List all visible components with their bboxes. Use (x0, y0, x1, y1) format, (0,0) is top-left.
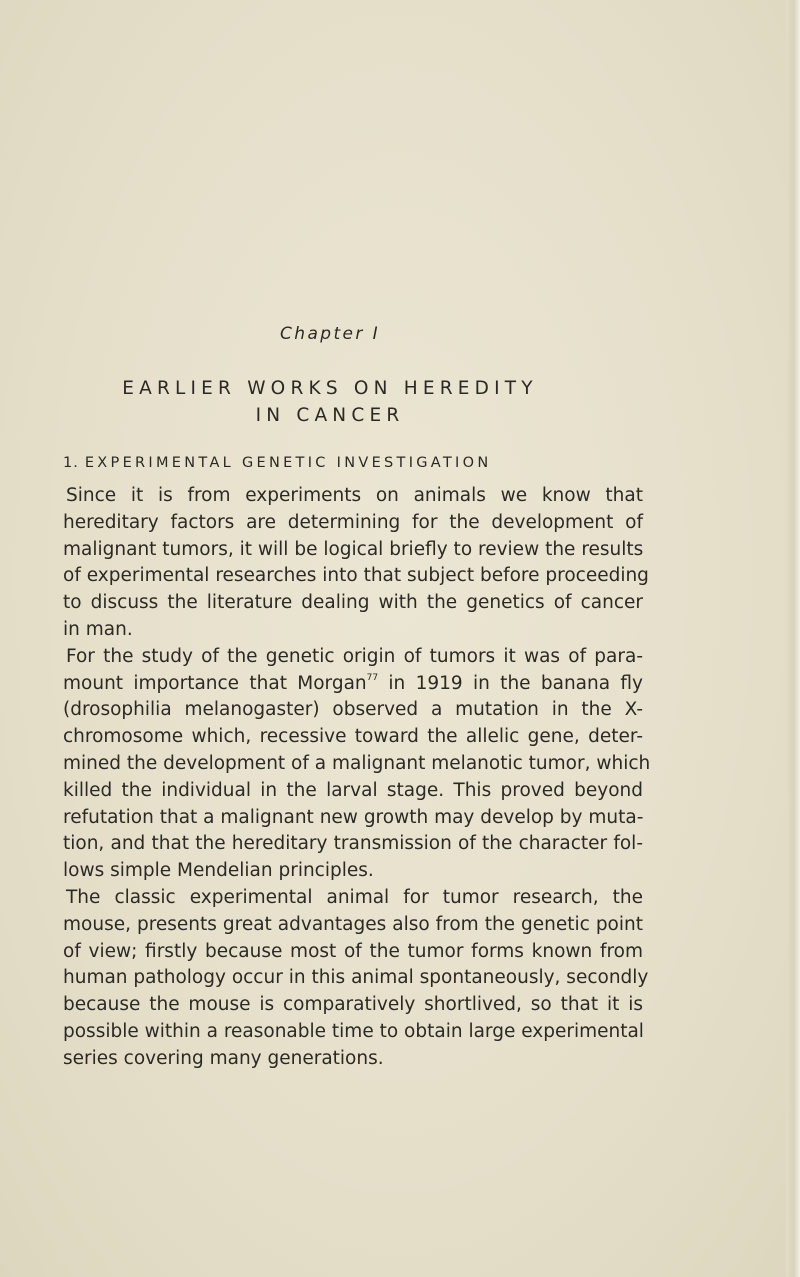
section-title: EXPERIMENTAL GENETIC INVESTIGATION (84, 455, 492, 471)
text-line: of experimental researches into that subject before proceeding (63, 565, 649, 587)
text-line: The classic experimental animal for tumor research, the (66, 886, 643, 908)
text-line: chromosome which, recessive toward the allelic gene, deter- (63, 726, 643, 748)
chapter-label: Chapter I (280, 324, 380, 344)
text-line: lows simple Mendelian principles. (63, 860, 374, 882)
text-line: (drosophilia melanogaster) observed a mutation in the X- (63, 699, 643, 721)
text-line: mined the development of a malignant melanotic tumor, which (63, 752, 651, 774)
body-text (63, 483, 651, 1073)
text-line: human pathology occur in this animal spontaneously, secondly (63, 967, 649, 989)
chapter-title (0, 376, 660, 430)
text-segment: mount importance that Morgan (63, 672, 367, 694)
text-segment: in 1919 in the banana fly (378, 672, 643, 694)
text-line: hereditary factors are determining for the development of (63, 511, 643, 533)
text-line: series covering many generations. (63, 1047, 384, 1069)
text-line: Since it is from experiments on animals we know that (66, 485, 643, 506)
reference-superscript: 77 (366, 672, 379, 683)
chapter-title-line-1: EARLIER WORKS ON HEREDITY (122, 378, 538, 399)
text-line: because the mouse is comparatively shortlived, so that it is (63, 994, 643, 1016)
text-line: to discuss the literature dealing with the genetics of cancer (63, 592, 643, 614)
text-line: mouse, presents great advantages also from the genetic point (63, 913, 643, 935)
text-line: refutation that a malignant new growth may develop by muta- (63, 806, 644, 828)
text-line: possible within a reasonable time to obtain large experimental (63, 1020, 644, 1042)
text-line: killed the individual in the larval stage. This proved beyond (63, 779, 643, 801)
page-edge (786, 0, 800, 1277)
text-line: malignant tumors, it will be logical briefly to review the results (63, 538, 644, 560)
section-heading (63, 455, 492, 471)
text-line: of view; firstly because most of the tumor forms known from (63, 940, 643, 962)
section-number: 1. (63, 455, 79, 471)
text-line: in man. (63, 618, 133, 640)
text-line: For the study of the genetic origin of tumors it was of para- (66, 645, 643, 667)
text-line: tion, and that the hereditary transmission of the character fol- (63, 833, 643, 855)
chapter-title-line-2: IN CANCER (255, 404, 405, 426)
text-line-with-reference (63, 671, 643, 698)
